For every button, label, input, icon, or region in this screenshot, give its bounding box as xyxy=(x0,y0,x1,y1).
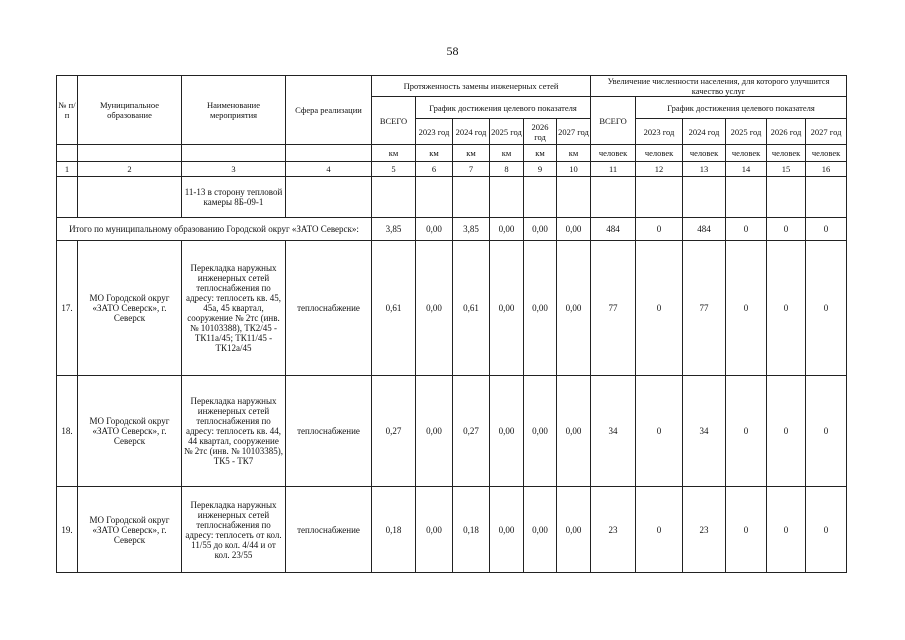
row-num: 17. xyxy=(57,241,78,376)
unit-people: человек xyxy=(683,145,726,162)
table-row xyxy=(57,487,847,573)
cell-empty xyxy=(767,177,806,218)
header-year: 2024 год xyxy=(453,119,490,145)
header-municipality: Муниципальное образование xyxy=(78,76,182,145)
column-number: 12 xyxy=(636,162,683,177)
column-number: 9 xyxy=(524,162,557,177)
header-length-group: Протяженность замены инженерных сетей xyxy=(372,76,591,97)
row-value: 0 xyxy=(767,376,806,487)
column-number: 5 xyxy=(372,162,416,177)
row-value: 0,00 xyxy=(557,487,591,573)
unit-km: км xyxy=(524,145,557,162)
total-label: Итого по муниципальному образованию Городской округ «ЗАТО Северск»: xyxy=(57,218,372,241)
row-value: 0,27 xyxy=(372,376,416,487)
header-year: 2026 год xyxy=(767,119,806,145)
column-number: 2 xyxy=(78,162,182,177)
unit-empty xyxy=(78,145,182,162)
row-value: 0 xyxy=(806,487,847,573)
cell-empty xyxy=(591,177,636,218)
row-num: 19. xyxy=(57,487,78,573)
row-value: 0,00 xyxy=(416,241,453,376)
row-value: 0,00 xyxy=(557,376,591,487)
unit-people: человек xyxy=(806,145,847,162)
cell-empty xyxy=(416,177,453,218)
row-value: 0,18 xyxy=(372,487,416,573)
row-value: 0 xyxy=(806,241,847,376)
row-value: 0,00 xyxy=(490,487,524,573)
header-sphere: Сфера реализации xyxy=(286,76,372,145)
row-value: 0,00 xyxy=(416,487,453,573)
header-year: 2025 год xyxy=(490,119,524,145)
row-sphere: теплоснабжение xyxy=(286,376,372,487)
cell-empty xyxy=(78,177,182,218)
total-value: 0,00 xyxy=(416,218,453,241)
row-value: 23 xyxy=(683,487,726,573)
unit-empty xyxy=(286,145,372,162)
row-value: 0 xyxy=(636,487,683,573)
column-number: 13 xyxy=(683,162,726,177)
header-year: 2024 год xyxy=(683,119,726,145)
investment-table xyxy=(56,75,847,573)
column-number: 10 xyxy=(557,162,591,177)
row-value: 0,00 xyxy=(490,241,524,376)
column-number: 14 xyxy=(726,162,767,177)
row-value: 77 xyxy=(683,241,726,376)
row-municipality: МО Городской округ «ЗАТО Северск», г. Северск xyxy=(78,487,182,573)
header-year: 2025 год xyxy=(726,119,767,145)
unit-km: км xyxy=(416,145,453,162)
continuation-event: 11-13 в сторону тепловой камеры 8Б-09-1 xyxy=(182,177,286,218)
unit-people: человек xyxy=(591,145,636,162)
total-row xyxy=(57,218,847,241)
row-value: 23 xyxy=(591,487,636,573)
column-number: 15 xyxy=(767,162,806,177)
column-number: 7 xyxy=(453,162,490,177)
table-row xyxy=(57,376,847,487)
unit-empty xyxy=(57,145,78,162)
table-row xyxy=(57,241,847,376)
total-value: 0,00 xyxy=(557,218,591,241)
cell-empty xyxy=(57,177,78,218)
column-number: 3 xyxy=(182,162,286,177)
row-event: Перекладка наружных инженерных сетей теплоснабжения по адресу: теплосеть кв. 45, 45а, 45 квартал, сооружение № 2тс (инв. № 10103388), ТК2/45 - ТК11а/45; ТК11/45 - ТК12а/45 xyxy=(182,241,286,376)
row-value: 0 xyxy=(726,376,767,487)
header-length-total: ВСЕГО xyxy=(372,97,416,145)
row-value: 0 xyxy=(726,487,767,573)
unit-people: человек xyxy=(636,145,683,162)
row-value: 0,00 xyxy=(524,376,557,487)
row-sphere: теплоснабжение xyxy=(286,241,372,376)
row-sphere: теплоснабжение xyxy=(286,487,372,573)
total-value: 0 xyxy=(767,218,806,241)
column-number: 1 xyxy=(57,162,78,177)
row-value: 0,00 xyxy=(490,376,524,487)
cell-empty xyxy=(453,177,490,218)
total-value: 3,85 xyxy=(372,218,416,241)
total-value: 0 xyxy=(806,218,847,241)
header-population-total: ВСЕГО xyxy=(591,97,636,145)
row-value: 0 xyxy=(636,376,683,487)
header-num: № п/п xyxy=(57,76,78,145)
unit-km: км xyxy=(372,145,416,162)
total-value: 3,85 xyxy=(453,218,490,241)
row-value: 0 xyxy=(806,376,847,487)
row-value: 0,27 xyxy=(453,376,490,487)
total-value: 0 xyxy=(636,218,683,241)
row-value: 0 xyxy=(636,241,683,376)
header-year: 2026 год xyxy=(524,119,557,145)
cell-empty xyxy=(286,177,372,218)
row-value: 0,61 xyxy=(372,241,416,376)
header-population-schedule: График достижения целевого показателя xyxy=(636,97,847,119)
row-value: 0 xyxy=(767,487,806,573)
total-value: 0,00 xyxy=(524,218,557,241)
row-value: 77 xyxy=(591,241,636,376)
cell-empty xyxy=(726,177,767,218)
unit-km: км xyxy=(557,145,591,162)
header-year: 2027 год xyxy=(557,119,591,145)
column-number: 6 xyxy=(416,162,453,177)
total-value: 0 xyxy=(726,218,767,241)
total-value: 0,00 xyxy=(490,218,524,241)
row-num: 18. xyxy=(57,376,78,487)
cell-empty xyxy=(490,177,524,218)
column-number: 8 xyxy=(490,162,524,177)
cell-empty xyxy=(636,177,683,218)
row-value: 34 xyxy=(591,376,636,487)
unit-people: человек xyxy=(767,145,806,162)
cell-empty xyxy=(524,177,557,218)
row-event: Перекладка наружных инженерных сетей теплоснабжения по адресу: теплосеть от кол. 11/55 до кол. 4/44 и от кол. 23/55 xyxy=(182,487,286,573)
unit-km: км xyxy=(490,145,524,162)
column-number: 4 xyxy=(286,162,372,177)
row-value: 34 xyxy=(683,376,726,487)
header-year: 2023 год xyxy=(636,119,683,145)
row-municipality: МО Городской округ «ЗАТО Северск», г. Северск xyxy=(78,241,182,376)
continuation-row xyxy=(57,177,847,218)
unit-km: км xyxy=(453,145,490,162)
row-value: 0,00 xyxy=(524,241,557,376)
total-value: 484 xyxy=(683,218,726,241)
cell-empty xyxy=(806,177,847,218)
row-value: 0,00 xyxy=(416,376,453,487)
unit-people: человек xyxy=(726,145,767,162)
row-value: 0,61 xyxy=(453,241,490,376)
header-event-name: Наименование мероприятия xyxy=(182,76,286,145)
cell-empty xyxy=(683,177,726,218)
row-value: 0,00 xyxy=(557,241,591,376)
row-municipality: МО Городской округ «ЗАТО Северск», г. Северск xyxy=(78,376,182,487)
row-value: 0 xyxy=(726,241,767,376)
row-value: 0,00 xyxy=(524,487,557,573)
total-value: 484 xyxy=(591,218,636,241)
row-value: 0 xyxy=(767,241,806,376)
column-number: 11 xyxy=(591,162,636,177)
header-length-schedule: График достижения целевого показателя xyxy=(416,97,591,119)
column-number: 16 xyxy=(806,162,847,177)
unit-empty xyxy=(182,145,286,162)
row-value: 0,18 xyxy=(453,487,490,573)
header-year: 2027 год xyxy=(806,119,847,145)
cell-empty xyxy=(557,177,591,218)
cell-empty xyxy=(372,177,416,218)
page-number: 58 xyxy=(446,44,459,58)
header-population-group: Увеличение численности населения, для которого улучшится качество услуг xyxy=(591,76,847,97)
row-event: Перекладка наружных инженерных сетей теплоснабжения по адресу: теплосеть кв. 44, 44 квартал, сооружение № 2тс (инв. № 10103385), ТК5 - ТК7 xyxy=(182,376,286,487)
header-year: 2023 год xyxy=(416,119,453,145)
